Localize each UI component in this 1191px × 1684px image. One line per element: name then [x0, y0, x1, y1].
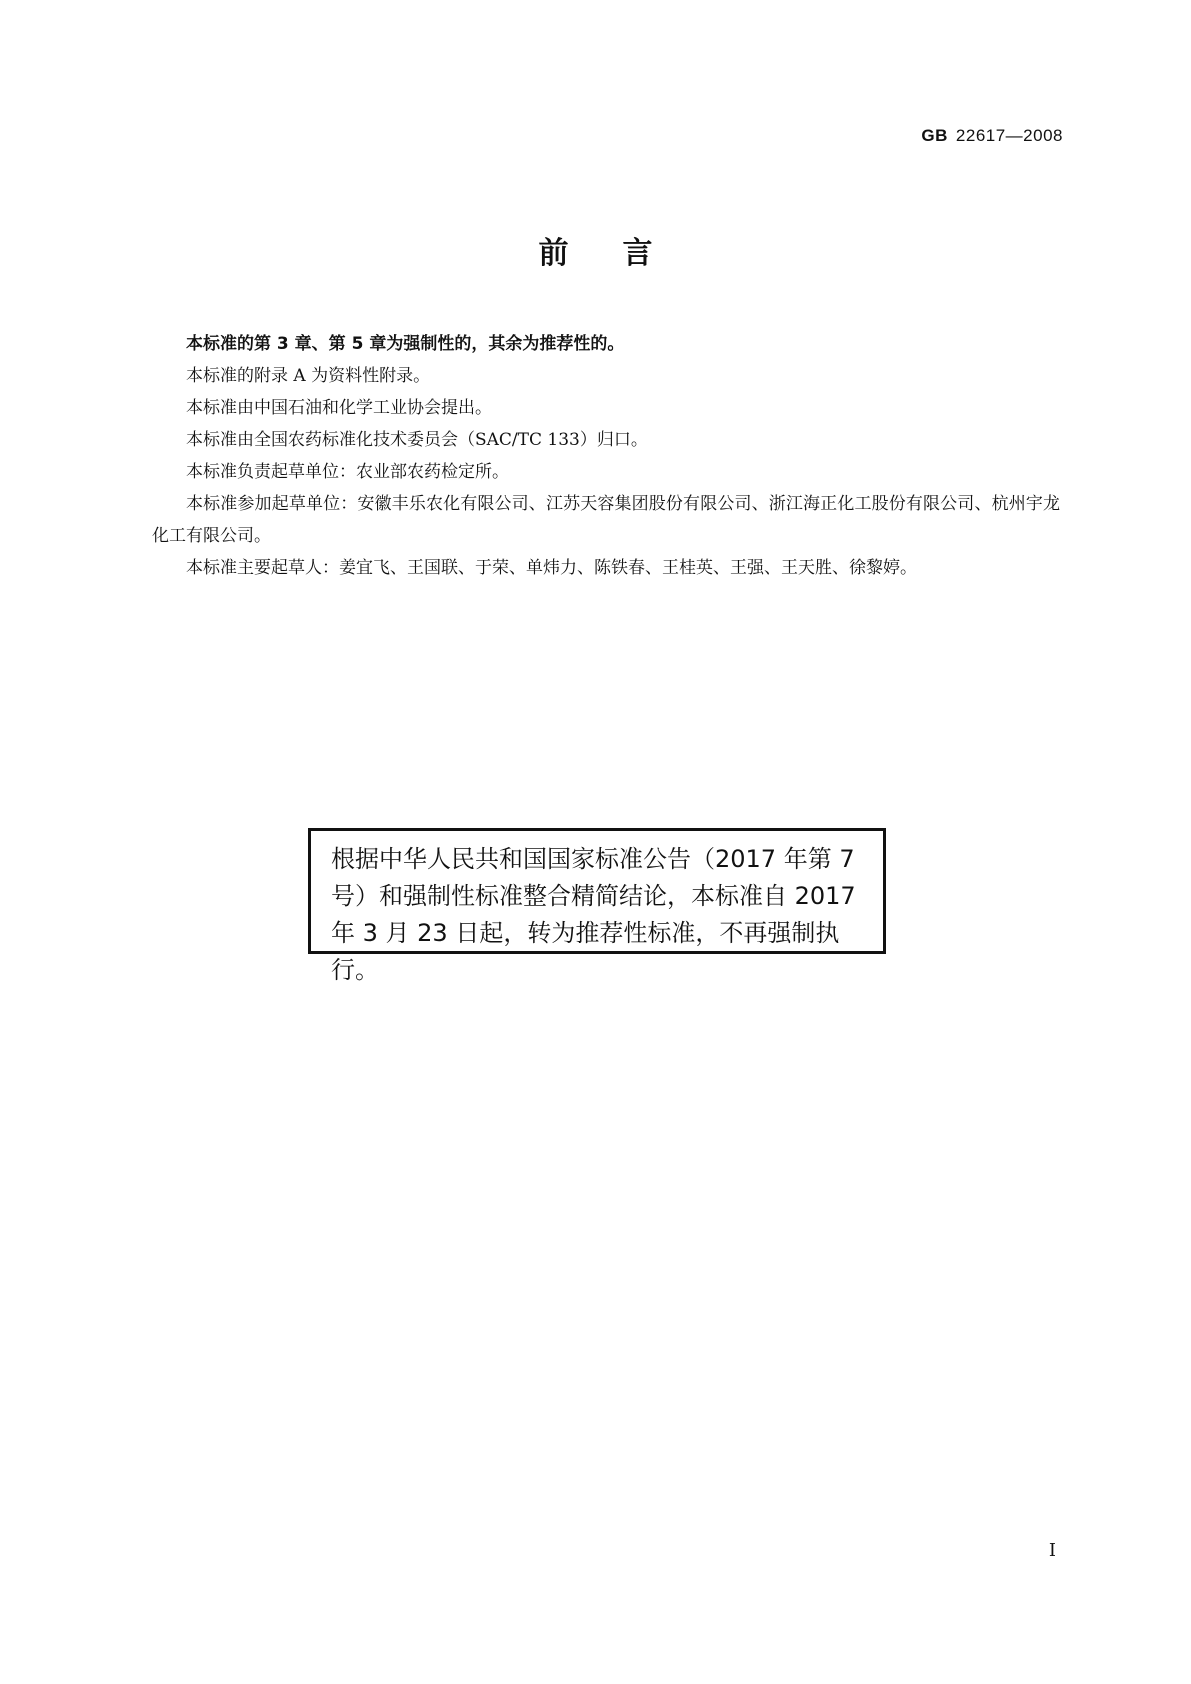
- standard-number: [921, 126, 1063, 146]
- standard-code: 22617—2008: [955, 126, 1063, 145]
- paragraph-committee: 本标准由全国农药标准化技术委员会（SAC/TC 133）归口。: [186, 430, 648, 450]
- page-title: 前言: [538, 236, 707, 271]
- page-number: I: [1048, 1540, 1056, 1561]
- paragraph-mandatory-chapters: 本标准的第 3 章、第 5 章为强制性的，其余为推荐性的。: [186, 334, 625, 354]
- paragraph-drafters: 本标准主要起草人：姜宜飞、王国联、于荣、单炜力、陈铁春、王桂英、王强、王天胜、徐黎婷。: [186, 558, 917, 578]
- paragraph-participants: 本标准参加起草单位：安徽丰乐农化有限公司、江苏天容集团股份有限公司、浙江海正化工股份有限公司、杭州宇龙化工有限公司。: [152, 494, 1060, 546]
- paragraph-appendix: 本标准的附录 A 为资料性附录。: [186, 366, 431, 386]
- foreword-body: [152, 328, 1060, 584]
- standard-prefix: GB: [921, 126, 948, 145]
- paragraph-proposer: 本标准由中国石油和化学工业协会提出。: [186, 398, 492, 418]
- notice-box: [308, 828, 886, 984]
- notice-text: 根据中华人民共和国国家标准公告（2017 年第 7 号）和强制性标准整合精简结论，本标准自 2017 年 3 月 23 日起，转为推荐性标准，不再强制执行。: [331, 845, 856, 984]
- paragraph-lead-drafter: 本标准负责起草单位：农业部农药检定所。: [186, 462, 509, 482]
